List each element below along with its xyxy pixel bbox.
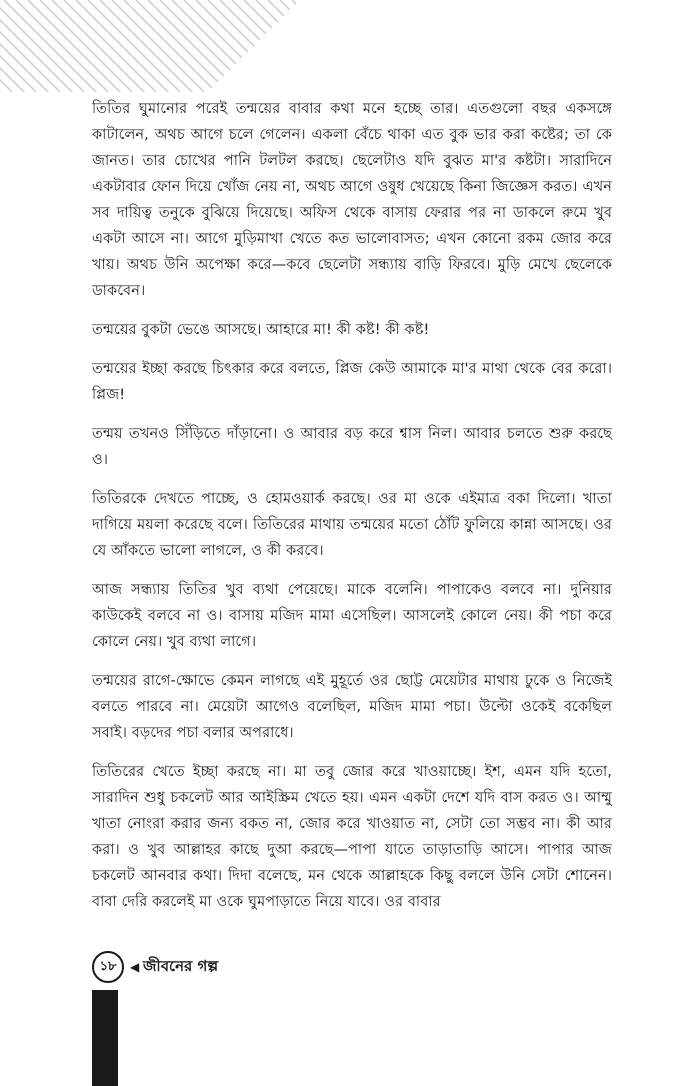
- corner-hatch-decoration: [0, 0, 300, 92]
- paragraph-6: আজ সন্ধ্যায় তিতির খুব ব্যথা পেয়েছে। মাকে বলেনি। পাপাকেও বলবে না। দুনিয়ার কাউকেই বলবে না ও। বাসায় মজিদ মামা এসেছিল। আসলেই কোলে নেয়। কী পচা করে কোলে নেয়। খুব ব্যথা লাগে।: [92, 582, 612, 650]
- paragraph-2: তন্ময়ের বুকটা ভেঙে আসছে। আহারে মা! কী কষ্ট! কী কষ্ট!: [92, 322, 430, 338]
- paragraph-8: তিতিরের খেতে ইচ্ছা করছে না। মা তবু জোর করে খাওয়াচ্ছে। ইশ, এমন যদি হতো, সারাদিন শুধু চকলেট আর আইস্ক্রিম খেতে হয়। এমন একটা দেশে যদি বাস করত ও। আম্মু খাতা নোংরা করার জন্য বকত না, জোর করে খাওয়াত না, সেটা তো সম্ভব না। কী আর করা। ও খুব আল্লাহর কাছে দুআ করছে—পাপা যাতে তাড়াতাড়ি আসে। পাপার আজ চকলেট আনবার কথা। দিদা বলেছে, মন থেকে আল্লাহকে কিছু বললে উনি সেটা শোনেন। বাবা দেরি করলেই মা ওকে ঘুমপাড়াতে নিয়ে যাবে। ওর বাবার: [92, 764, 612, 910]
- page-number: ১৮: [92, 951, 124, 983]
- paragraph-4: তন্ময় তখনও সিঁড়িতে দাঁড়ানো। ও আবার বড় করে শ্বাস নিল। আবার চলতে শুরু করছে ও।: [92, 426, 612, 468]
- footer-margin-bar: [92, 990, 118, 1086]
- footer-arrow-icon: ◀: [130, 960, 140, 974]
- paragraph-1: তিতির ঘুমানোর পরেই তন্ময়ের বাবার কথা মনে হচ্ছে তার। এতগুলো বছর একসঙ্গে কাটালেন, অথচ আগে চলে গেলেন। একলা বেঁচে থাকা এত বুক ভার করা কষ্টের; তা কে জানত। তার চোখের পানি টলটল করছে। ছেলেটাও যদি বুঝত মা'র কষ্টটা। সারাদিনে একটাবার ফোন দিয়ে খোঁজ নেয় না, অথচ আগে ওষুধ খেয়েছে কিনা জিজ্ঞেস করত। এখন সব দায়িত্ব তনুকে বুঝিয়ে দিয়েছে। অফিস থেকে বাসায় ফেরার পর না ডাকলে রুমে খুব একটা আসে না। আগে মুড়িমাখা খেতে কত ভালোবাসত; এখন কোনো রকম জোর করে খায়। অথচ উনি অপেক্ষা করে—কবে ছেলেটা সন্ধ্যায় বাড়ি ফিরবে। মুড়ি মেখে ছেলেকে ডাকবেন।: [92, 101, 612, 299]
- paragraph-3: তন্ময়ের ইচ্ছা করছে চিৎকার করে বলতে, প্লিজ কেউ আমাকে মা'র মাথা থেকে বের করো। প্লিজ!: [92, 361, 612, 403]
- paragraph-7: তন্ময়ের রাগে-ক্ষোভে কেমন লাগছে এই মুহূর্তে ওর ছোট্ট মেয়েটার মাথায় ঢুকে ও নিজেই বলতে পারবে না। মেয়েটা আগেও বলেছিল, মজিদ মামা পচা। উল্টো ওকেই বকেছিল সবাই। বড়দের পচা বলার অপরাধে।: [92, 673, 612, 741]
- paragraph-5: তিতিরকে দেখতে পাচ্ছে, ও হোমওয়ার্ক করছে। ওর মা ওকে এইমাত্র বকা দিলো। খাতা দাগিয়ে ময়লা করেছে বলে। তিতিরের মাথায় তন্ময়ের মতো ঠোঁট ফুলিয়ে কান্না আসছে। ওর যে আঁকতে ভালো লাগলে, ও কী করবে।: [92, 491, 612, 559]
- story-text: [92, 96, 612, 928]
- book-title: জীবনের গল্প: [143, 957, 219, 975]
